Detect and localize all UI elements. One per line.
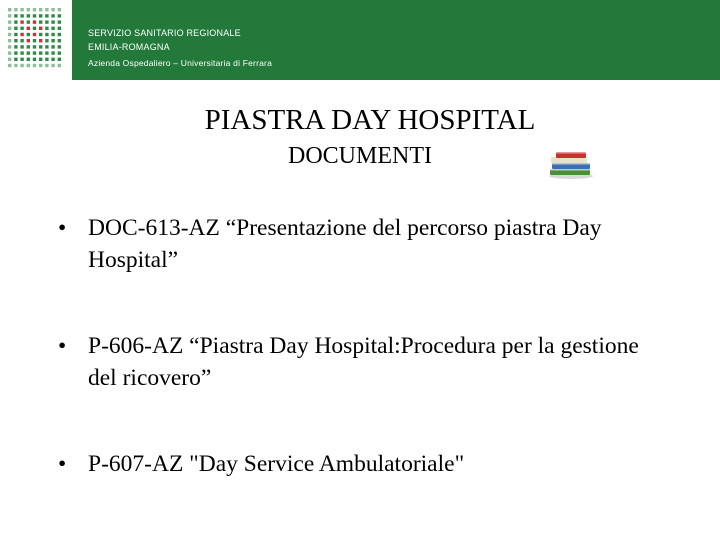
logo-dot xyxy=(14,39,17,42)
logo-dot xyxy=(58,58,61,61)
logo-dot xyxy=(58,14,61,17)
logo-dot xyxy=(51,39,54,42)
logo-dot xyxy=(27,39,30,42)
bullet-mark: • xyxy=(58,451,67,477)
logo-dot xyxy=(27,27,30,30)
header-line-1: SERVIZIO SANITARIO REGIONALE xyxy=(88,28,241,38)
dot-grid-logo-icon xyxy=(8,8,64,70)
logo-dot xyxy=(14,8,17,11)
logo-dot xyxy=(33,45,36,48)
logo-dot xyxy=(45,39,48,42)
list-item xyxy=(58,448,658,480)
logo-dot xyxy=(58,8,61,11)
logo-dot xyxy=(39,45,42,48)
logo-dot xyxy=(20,14,23,17)
logo-dot xyxy=(45,8,48,11)
logo-dot xyxy=(20,39,23,42)
logo-dot xyxy=(45,14,48,17)
logo-dot xyxy=(33,20,36,23)
bullet-mark: • xyxy=(58,215,67,241)
list-item-text: P-607-AZ "Day Service Ambulatoriale" xyxy=(88,451,465,477)
logo-dot xyxy=(8,14,11,17)
logo-dot xyxy=(8,64,11,67)
logo-dot xyxy=(39,20,42,23)
logo-dot xyxy=(45,58,48,61)
logo-dot xyxy=(27,8,30,11)
logo-dot xyxy=(8,8,11,11)
logo-dot xyxy=(20,27,23,30)
logo-dot xyxy=(58,33,61,36)
logo-dot xyxy=(14,20,17,23)
logo-dot xyxy=(14,58,17,61)
logo-dot xyxy=(39,14,42,17)
logo-dot xyxy=(33,64,36,67)
logo-dot xyxy=(20,58,23,61)
logo-dot xyxy=(58,51,61,54)
logo-dot xyxy=(39,8,42,11)
logo-dot xyxy=(51,14,54,17)
logo-dot xyxy=(20,8,23,11)
logo-dot xyxy=(51,8,54,11)
list-item xyxy=(58,212,658,276)
logo-dot xyxy=(8,27,11,30)
logo-dot xyxy=(14,27,17,30)
logo-dot xyxy=(33,27,36,30)
logo-dot xyxy=(33,39,36,42)
logo-dot xyxy=(51,58,54,61)
logo-dot xyxy=(58,27,61,30)
logo-dot xyxy=(39,33,42,36)
logo-dot xyxy=(39,58,42,61)
logo xyxy=(0,0,72,80)
logo-dot xyxy=(33,33,36,36)
list-item-text: DOC-613-AZ “Presentazione del percorso piastra Day Hospital” xyxy=(88,215,602,273)
logo-dot xyxy=(45,64,48,67)
logo-dot xyxy=(14,64,17,67)
logo-dot xyxy=(27,51,30,54)
logo-dot xyxy=(39,27,42,30)
logo-dot xyxy=(58,45,61,48)
logo-dot xyxy=(20,20,23,23)
logo-dot xyxy=(8,33,11,36)
header-band xyxy=(72,0,720,80)
logo-dot xyxy=(39,51,42,54)
header-line-3: Azienda Ospedaliero – Universitaria di Ferrara xyxy=(88,58,273,68)
logo-dot xyxy=(45,45,48,48)
logo-dot xyxy=(39,64,42,67)
logo-dot xyxy=(20,64,23,67)
logo-dot xyxy=(20,45,23,48)
logo-dot xyxy=(39,39,42,42)
logo-dot xyxy=(27,33,30,36)
logo-dot xyxy=(27,20,30,23)
bullet-mark: • xyxy=(58,333,67,359)
logo-dot xyxy=(51,20,54,23)
logo-dot xyxy=(14,51,17,54)
stacked-books-icon xyxy=(546,150,596,180)
logo-dot xyxy=(45,33,48,36)
logo-dot xyxy=(8,51,11,54)
document-list xyxy=(58,212,658,480)
header-line-2: EMILIA-ROMAGNA xyxy=(88,42,170,52)
logo-dot xyxy=(27,64,30,67)
logo-dot xyxy=(8,20,11,23)
logo-dot xyxy=(58,64,61,67)
logo-dot xyxy=(58,39,61,42)
logo-dot xyxy=(27,14,30,17)
list-item-text: P-606-AZ “Piastra Day Hospital:Procedura per la gestione del ricovero” xyxy=(88,333,639,391)
logo-dot xyxy=(45,20,48,23)
logo-dot xyxy=(33,14,36,17)
logo-dot xyxy=(45,51,48,54)
list-item xyxy=(58,330,658,394)
logo-dot xyxy=(58,20,61,23)
logo-dot xyxy=(20,51,23,54)
logo-dot xyxy=(33,58,36,61)
logo-dot xyxy=(8,39,11,42)
logo-dot xyxy=(27,58,30,61)
logo-dot xyxy=(51,45,54,48)
slide-header xyxy=(0,0,720,80)
logo-dot xyxy=(51,27,54,30)
logo-dot xyxy=(33,51,36,54)
slide-subtitle: DOCUMENTI xyxy=(288,143,432,169)
logo-dot xyxy=(8,45,11,48)
logo-dot xyxy=(27,45,30,48)
logo-dot xyxy=(51,64,54,67)
logo-dot xyxy=(51,33,54,36)
logo-dot xyxy=(33,8,36,11)
logo-dot xyxy=(14,33,17,36)
logo-dot xyxy=(14,14,17,17)
logo-dot xyxy=(14,45,17,48)
logo-dot xyxy=(51,51,54,54)
logo-dot xyxy=(20,33,23,36)
logo-dot xyxy=(45,27,48,30)
logo-dot xyxy=(8,58,11,61)
slide-title: PIASTRA DAY HOSPITAL xyxy=(204,104,536,136)
